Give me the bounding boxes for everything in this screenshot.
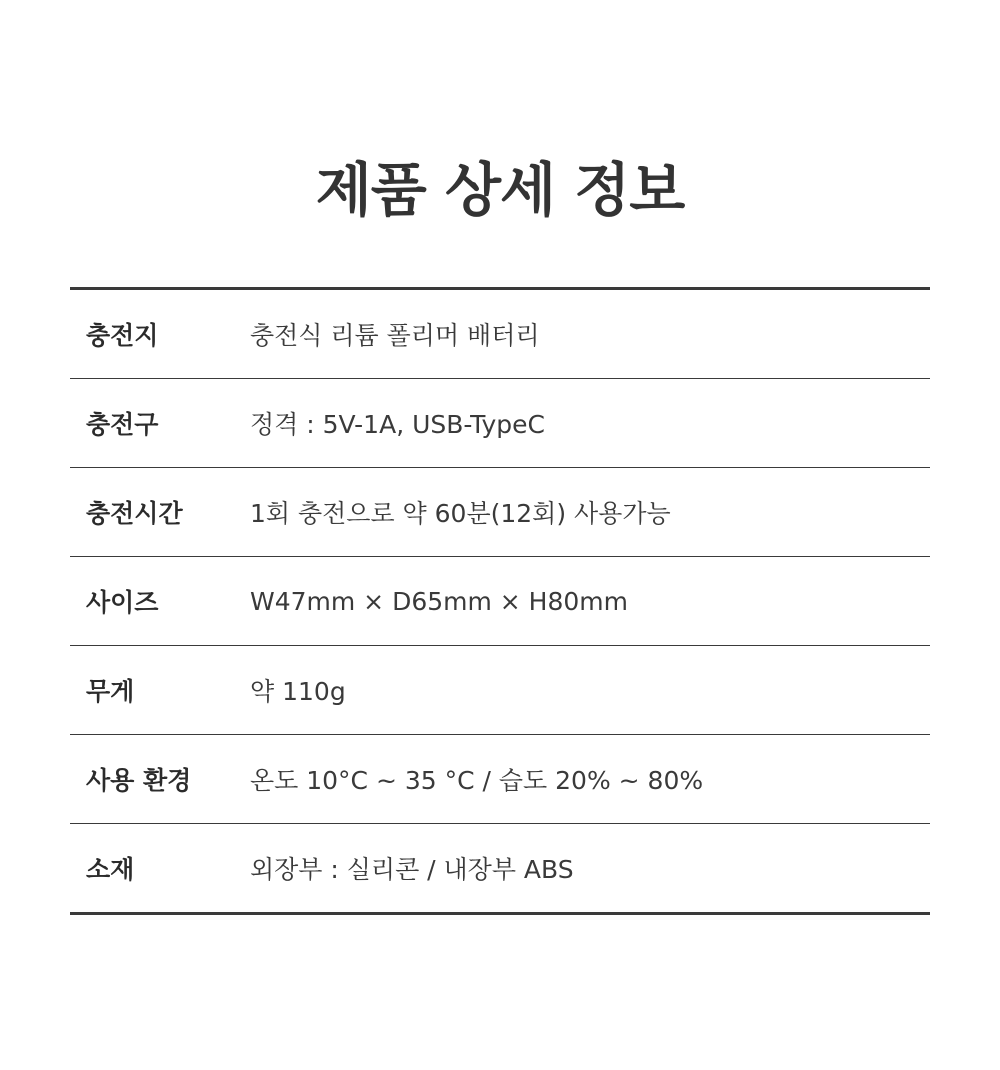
spec-row-material [70,824,930,912]
spec-value: 정격 : 5V-1A, USB-TypeC [250,410,546,439]
spec-label: 사용 환경 [86,766,192,795]
spec-label: 사이즈 [86,588,159,617]
spec-label: 무게 [86,677,135,706]
spec-table [70,287,930,915]
page-title: 제품 상세 정보 [315,156,685,224]
spec-row-size [70,557,930,646]
spec-row-charging-port [70,379,930,468]
spec-label: 소재 [86,855,135,884]
spec-label: 충전구 [86,410,159,439]
spec-label: 충전시간 [86,499,183,528]
spec-label: 충전지 [86,321,159,350]
spec-value: 외장부 : 실리콘 / 내장부 ABS [250,855,574,884]
spec-value: 충전식 리튬 폴리머 배터리 [250,321,540,350]
spec-row-charging-time [70,468,930,557]
spec-value: W47mm × D65mm × H80mm [250,586,629,616]
spec-row-weight [70,646,930,735]
spec-row-environment [70,735,930,824]
spec-value: 1회 충전으로 약 60분(12회) 사용가능 [250,499,671,528]
spec-value: 온도 10°C ~ 35 °C / 습도 20% ~ 80% [250,766,704,795]
spec-row-battery [70,290,930,379]
spec-value: 약 110g [250,677,346,706]
